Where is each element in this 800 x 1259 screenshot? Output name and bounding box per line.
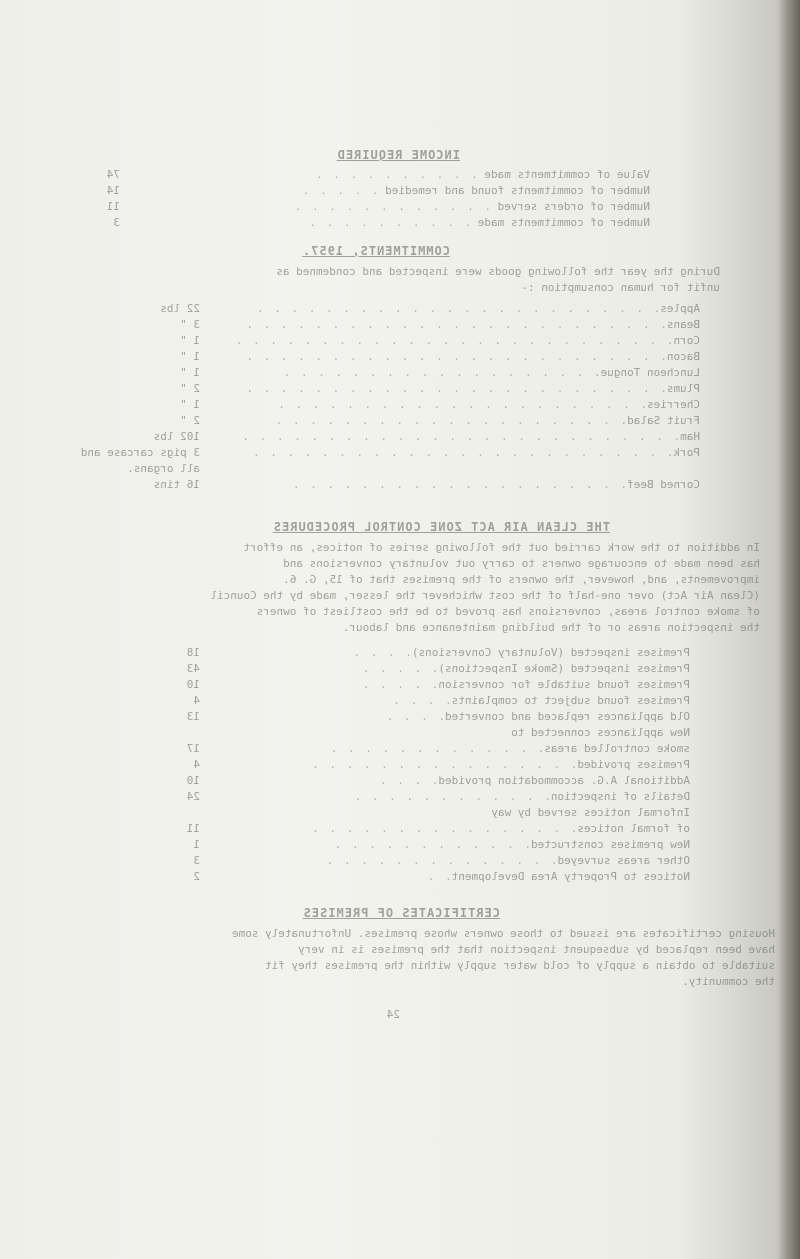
page-edge-shadow [778, 0, 800, 1259]
row-value: 24 [186, 790, 200, 803]
row-label: New premises constructed [531, 838, 690, 851]
row-label: Notices to Property Area Development [451, 870, 690, 883]
row-label: of formal notices [577, 822, 690, 835]
row-value: 3 [193, 854, 200, 867]
table-row [186, 710, 690, 726]
row-value: 1 " [180, 398, 200, 411]
table-row [113, 216, 650, 232]
row-value: 1 " [180, 366, 200, 379]
row-label: Corn [673, 334, 700, 347]
row-label: Number of commitments made [477, 216, 650, 229]
table-row [186, 742, 690, 758]
row-value: 10 [186, 774, 200, 787]
leader-dots: . . . . . . . . . . . . [352, 790, 551, 803]
table-row [80, 446, 700, 462]
row-value: 11 [186, 822, 200, 835]
row-value: 102 lbs [153, 430, 200, 443]
row-label: Number of commitments found and remedied [385, 184, 650, 197]
leader-dots: . . . . . . . . . . . . . . . . [310, 822, 578, 835]
leader-dots: . . . . . . . . . . . . . . . . . . . . . . . . . . [240, 430, 681, 443]
paragraph [276, 264, 720, 296]
paragraph-line: has been made to encourage owners to carry out voluntary conversions and [283, 557, 760, 570]
row-value: 3 pigs carcase and [80, 446, 200, 459]
row-value: 43 [186, 662, 200, 675]
table-row [193, 854, 690, 870]
row-value: 3 " [180, 318, 200, 331]
row-value: 13 [186, 710, 200, 723]
row-value: 1 " [180, 334, 200, 347]
row-value: 2 " [180, 382, 200, 395]
row-label: Cherries [647, 398, 700, 411]
row-value: 10 [186, 678, 200, 691]
row-value: 2 [193, 870, 200, 883]
table-row [106, 184, 650, 200]
row-label: Additional A.G. accommodation provided [438, 774, 690, 787]
leader-dots: . . . . [384, 710, 445, 723]
page-number: 24 [386, 1008, 400, 1021]
table-row [153, 430, 700, 446]
paragraph-line: During the year the following goods were inspected and condemned as [276, 265, 720, 278]
row-label: Pork [673, 446, 700, 459]
section-title: COMMITMENTS, 1957. [301, 244, 450, 258]
paragraph-line: Housing certificates are issued to those owners whose premises. Unfortunately some [231, 927, 775, 940]
table-row [186, 646, 690, 662]
row-value: 16 tins [153, 478, 200, 491]
leader-dots: . . . . . . . . . . [307, 216, 472, 229]
row-label: Premises found suitable for conversion [438, 678, 690, 691]
paragraph-line: improvements, and, however, the owners of the premises that of 15, G. 6. [283, 573, 760, 586]
row-label: Premises inspected (Voluntary Conversions) [411, 646, 690, 659]
row-label: Beans [666, 318, 700, 331]
table-row [186, 822, 690, 838]
row-label: Plums [666, 382, 700, 395]
row-value: 17 [186, 742, 200, 755]
leader-dots: . . . . . . . . . . . . . . . . . . . . . . . . . . [233, 334, 674, 347]
row-label: Corned Beef [627, 478, 700, 491]
leader-dots: . . . . . [300, 184, 379, 197]
table-row [186, 678, 690, 694]
table-row [153, 478, 700, 494]
leader-dots: . . . . . . . . . . . . . . . . . . . . . . . . . [244, 318, 667, 331]
leader-dots: . . . . . . . . . . [313, 168, 478, 181]
paragraph-line: suitable to obtain a supply of cold water supply within the premises they fit [265, 959, 775, 972]
leader-dots: . . . . [391, 694, 452, 707]
row-label: smoke controlled areas [544, 742, 690, 755]
row-label: Value of commitments made [484, 168, 650, 181]
table-row [106, 168, 650, 184]
leader-dots: . . . . . . . . . . . . . . . . . . . . . . . . . [244, 382, 667, 395]
row-value: 4 [193, 758, 200, 771]
row-label: Number of orders served [497, 200, 650, 213]
table-row [106, 200, 650, 216]
row-label: Luncheon Tongue [600, 366, 700, 379]
row-value: 74 [106, 168, 120, 181]
table-row [186, 662, 690, 678]
paragraph-line: In addition to the work carried out the following series of notices, an effort [243, 541, 760, 554]
row-value: all organs. [127, 462, 200, 475]
row-label: Informal notices served by way [491, 806, 690, 819]
row-label: Premises provided [577, 758, 690, 771]
paragraph-line: of smoke control areas, conversions has proved to be the costliest of owners [256, 605, 760, 618]
leader-dots: . . . . . . . . . . . . . . . . . . . [281, 366, 601, 379]
table-row [180, 318, 700, 334]
row-value: 18 [186, 646, 200, 659]
table-row [193, 758, 690, 774]
table-row [180, 350, 700, 366]
paragraph-line: (Clean Air Act) over one-half of the cost whichever the lesser, made by the Council [210, 589, 760, 602]
paragraph [232, 926, 775, 990]
row-value: 2 " [180, 414, 200, 427]
leader-dots: . . . . . . . . . . . . . . . . . . . . . . . . [254, 302, 661, 315]
row-label: Fruit Salad [627, 414, 700, 427]
section-title: INCOME REQUIRED [336, 148, 460, 162]
row-label: New appliances connected to [511, 726, 690, 739]
row-value: 4 [193, 694, 200, 707]
table-row [180, 382, 700, 398]
table-row [511, 726, 690, 742]
table-row [193, 838, 690, 854]
leader-dots: . . . . . [360, 662, 439, 675]
table-row [193, 694, 690, 710]
table-row [180, 398, 700, 414]
leader-dots: . . . . . . . . . . . . . . . . . . . . . . . . . [250, 446, 674, 459]
paragraph-line: the inspection areas or of the building maintenance and labour. [342, 621, 760, 634]
leader-dots: . . . . [377, 774, 439, 787]
leader-dots: . . . . . . . . . . . . [292, 200, 492, 213]
table-row [491, 806, 690, 822]
row-label: Premises found subject to complaints [451, 694, 690, 707]
leader-dots: . . . . . . . . . . . . . . . . . . . . [290, 478, 628, 491]
row-value: 14 [106, 184, 120, 197]
table-row [180, 366, 700, 382]
table-row [160, 302, 700, 318]
paragraph-line: have been replaced by subsequent inspection that the premises is in very [298, 943, 775, 956]
leader-dots: . . [425, 870, 452, 883]
row-label: Other areas surveyed [557, 854, 690, 867]
row-label: Ham [680, 430, 700, 443]
table-row [186, 774, 690, 790]
leader-dots: . . . . . . . . . . . . [332, 838, 532, 851]
table-row [186, 790, 690, 806]
leader-dots: . . . . . . . . . . . . . . . . [310, 758, 578, 771]
row-value: 1 [193, 838, 200, 851]
paragraph-line: the community. [682, 975, 775, 988]
leader-dots: . . . . . [360, 678, 439, 691]
leader-dots: . . . . . . . . . . . . . [328, 742, 545, 755]
row-label: Old appliances replaced and converted [444, 710, 690, 723]
row-label: Premises inspected (Smoke Inspections) [438, 662, 690, 675]
table-row [180, 414, 700, 430]
section-title: CERTIFICATES OF PREMISES [302, 906, 500, 920]
row-value: 11 [106, 200, 120, 213]
table-row [193, 870, 690, 886]
table-row [180, 334, 700, 350]
section-title: THE CLEAN AIR ACT ZONE CONTROL PROCEDURES [272, 520, 610, 534]
leader-dots: . . . . . . . . . . . . . . [324, 854, 558, 867]
paragraph [210, 540, 760, 636]
row-label: Details of inspection [550, 790, 690, 803]
row-label: Bacon [666, 350, 700, 363]
leader-dots: . . . . . . . . . . . . . . . . . . . . . [273, 414, 628, 427]
paragraph-line: unfit for human consumption :- [521, 281, 720, 294]
row-value: 1 " [180, 350, 200, 363]
leader-dots: . . . . [351, 646, 412, 659]
leader-dots: . . . . . . . . . . . . . . . . . . . . . . . . . [244, 350, 667, 363]
row-value: 3 [113, 216, 120, 229]
row-label: Apples [660, 302, 700, 315]
leader-dots: . . . . . . . . . . . . . . . . . . . . . . [276, 398, 648, 411]
row-value: 22 lbs [160, 302, 200, 315]
